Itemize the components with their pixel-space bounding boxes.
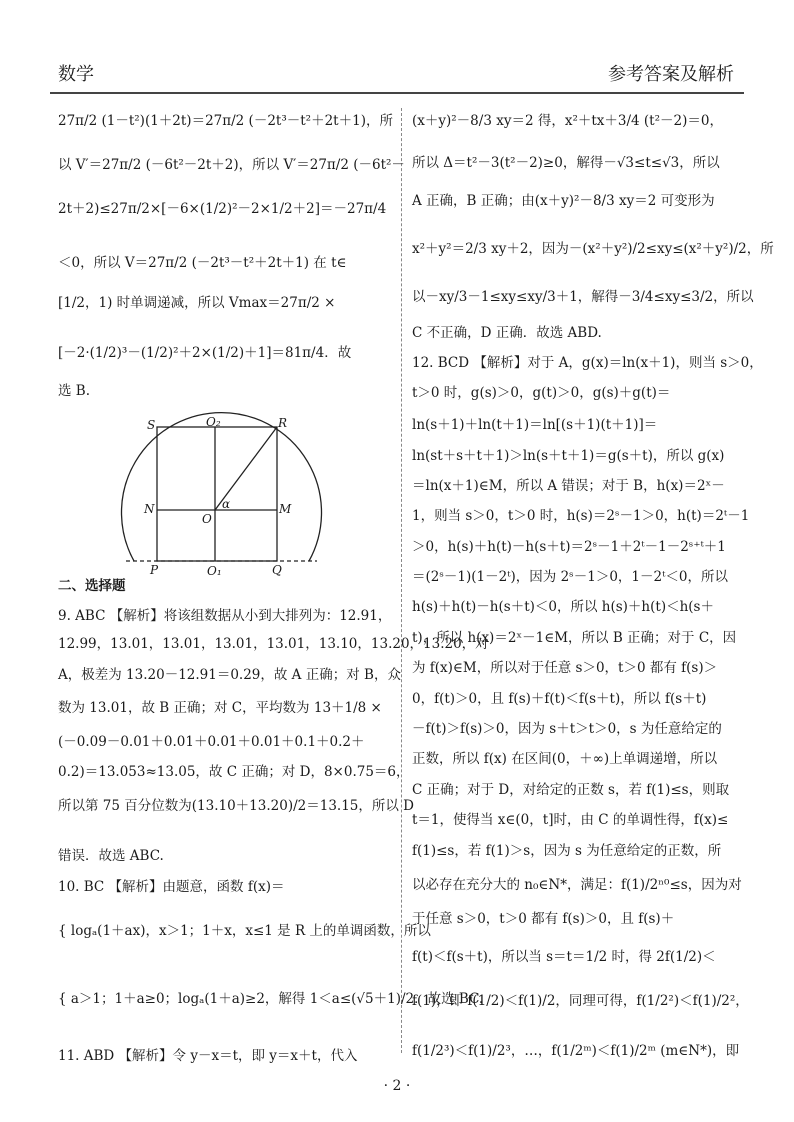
text-line: 为 f(x)∈M，所以对于任意 s＞0，t＞0 都有 f(s)＞ — [412, 660, 718, 676]
text-line: 以必存在充分大的 n₀∈N*，满足：f(1)/2ⁿ⁰≤s，因为对 — [412, 877, 742, 893]
text-line: [1/2，1) 时单调递减，所以 Vmax＝27π/2 × — [58, 295, 336, 311]
text-line: t)，所以 h(x)＝2ˣ－1∈M，所以 B 正确；对于 C，因 — [412, 630, 737, 646]
text-line: h(s)＋h(t)－h(s＋t)＜0，所以 h(s)＋h(t)＜h(s＋ — [412, 599, 714, 615]
text-line: 12.99，13.01，13.01，13.01，13.01，13.10，13.20，13.20，对 — [58, 636, 489, 652]
label-O2: O₂ — [206, 415, 221, 429]
text-line: 数为 13.01，故 B 正确；对 C，平均数为 13＋1/8 × — [58, 700, 382, 716]
geometry-figure — [112, 417, 337, 577]
text-line: －f(t)＞f(s)＞0，因为 s＋t＞t＞0，s 为任意给定的 — [412, 721, 722, 737]
text-line: ＝(2ˢ－1)(1－2ᵗ)，因为 2ˢ－1＞0，1－2ᵗ＜0，所以 — [412, 569, 729, 585]
text-line: (x＋y)²－8/3 xy＝2 得，x²＋tx＋3/4 (t²－2)＝0， — [412, 113, 723, 129]
text-line: 9. ABC 【解析】将该组数据从小到大排列为：12.91， — [58, 608, 392, 624]
text-line: A，极差为 13.20－12.91＝0.29，故 A 正确；对 B，众 — [58, 667, 401, 683]
label-Q: Q — [272, 563, 282, 577]
text-line: 12. BCD 【解析】对于 A，g(x)＝ln(x＋1)，则当 s＞0， — [412, 355, 763, 371]
label-O: O — [202, 512, 212, 526]
text-line: f(1)，即 f(1/2)＜f(1)/2，同理可得，f(1/2²)＜f(1)/2²， — [412, 993, 749, 1009]
text-line: { logₐ(1＋ax)，x＞1；1＋x，x≤1 是 R 上的单调函数，所以 — [58, 923, 431, 939]
square — [157, 427, 277, 561]
text-line: t＝1，使得当 x∈(0，t]时，由 C 的单调性得，f(x)≤ — [412, 812, 729, 828]
header-title: 参考答案及解析 — [608, 64, 734, 85]
text-line: 选 B. — [58, 383, 91, 399]
text-line: 2t＋2)≤27π/2×[－6×(1/2)²－2×1/2＋2]＝－27π/4 — [58, 201, 387, 217]
text-line: 错误．故选 ABC. — [58, 848, 164, 864]
text-line: 以－xy/3－1≤xy≤xy/3＋1，解得－3/4≤xy≤3/2，所以 — [412, 289, 754, 305]
label-P: P — [150, 563, 159, 577]
label-N: N — [144, 502, 155, 516]
text-line: ＝ln(x＋1)∈M，所以 A 错误；对于 B，h(x)＝2ˣ－ — [412, 478, 725, 494]
text-line: 0.2)＝13.053≈13.05，故 C 正确；对 D，8×0.75＝6， — [58, 764, 410, 780]
text-line: 10. BC 【解析】由题意，函数 f(x)＝ — [58, 879, 285, 895]
text-line: 正数，所以 f(x) 在区间(0，＋∞)上单调递增，所以 — [412, 751, 718, 767]
header-rule — [50, 92, 744, 94]
text-line: f(1/2³)＜f(1)/2³，…，f(1/2ᵐ)＜f(1)/2ᵐ (m∈N*)，即 — [412, 1043, 740, 1059]
text-line: 所以第 75 百分位数为(13.10＋13.20)/2＝13.15，所以 D — [58, 798, 414, 814]
text-line: { a＞1；1＋a≥0；logₐ(1＋a)≥2，解得 1＜a≤(√5＋1)/2．故选 BC. — [58, 991, 484, 1007]
label-M: M — [279, 502, 292, 516]
text-line: 27π/2 (1－t²)(1＋2t)＝27π/2 (－2t³－t²＋2t＋1)，所 — [58, 113, 393, 129]
text-line: A 正确，B 正确；由(x＋y)²－8/3 xy＝2 可变形为 — [412, 193, 715, 209]
text-line: 于任意 s＞0，t＞0 都有 f(s)＞0，且 f(s)＋ — [412, 911, 675, 927]
text-line: ＜0，所以 V＝27π/2 (－2t³－t²＋2t＋1) 在 t∈ — [58, 255, 347, 271]
figure-svg — [112, 417, 337, 577]
text-line: 1，则当 s＞0，t＞0 时，h(s)＝2ˢ－1＞0，h(t)＝2ᵗ－1 — [412, 508, 750, 524]
header-subject: 数学 — [58, 64, 94, 85]
text-line: ln(s＋1)＋ln(t＋1)＝ln[(s＋1)(t＋1)]＝ — [412, 417, 658, 433]
label-O1: O₁ — [207, 564, 222, 578]
text-line: [－2·(1/2)³－(1/2)²＋2×(1/2)＋1]＝81π/4．故 — [58, 345, 352, 361]
label-alpha: α — [222, 497, 231, 511]
text-line: C 不正确，D 正确．故选 ABD. — [412, 325, 602, 341]
text-line: x²＋y²＝2/3 xy＋2，因为－(x²＋y²)/2≤xy≤(x²＋y²)/2，所 — [412, 241, 774, 257]
text-line: 所以 Δ＝t²－3(t²－2)≥0，解得－√3≤t≤√3，所以 — [412, 155, 720, 171]
outer-arc — [121, 413, 321, 561]
text-line: t＞0 时，g(s)＞0，g(t)＞0，g(s)＋g(t)＝ — [412, 385, 671, 401]
text-line: f(t)＜f(s＋t)，所以当 s＝t＝1/2 时，得 2f(1/2)＜ — [412, 949, 716, 965]
text-line: 0，f(t)＞0，且 f(s)＋f(t)＜f(s＋t)，所以 f(s＋t) — [412, 691, 707, 707]
text-line: ln(st＋s＋t＋1)＞ln(s＋t＋1)＝g(s＋t)，所以 g(x) — [412, 448, 725, 464]
label-R: R — [278, 416, 288, 430]
label-S: S — [147, 418, 156, 432]
text-line: ＞0，h(s)＋h(t)－h(s＋t)＝2ˢ－1＋2ᵗ－1－2ˢ⁺ᵗ＋1 — [412, 539, 726, 555]
column-divider — [401, 108, 402, 1053]
page-number: · 2 · — [383, 1078, 411, 1094]
text-line: (－0.09－0.01＋0.01＋0.01＋0.01＋0.1＋0.2＋ — [58, 734, 365, 750]
text-line: 以 V′＝27π/2 (－6t²－2t＋2)，所以 V′＝27π/2 (－6t²－ — [58, 157, 405, 173]
text-line: f(1)≤s，若 f(1)＞s，因为 s 为任意给定的正数，所 — [412, 843, 722, 859]
section-title: 二、选择题 — [58, 578, 126, 594]
text-line: 11. ABD 【解析】令 y－x＝t，即 y＝x＋t，代入 — [58, 1048, 358, 1064]
text-line: C 正确；对于 D，对给定的正数 s，若 f(1)≤s，则取 — [412, 782, 730, 798]
